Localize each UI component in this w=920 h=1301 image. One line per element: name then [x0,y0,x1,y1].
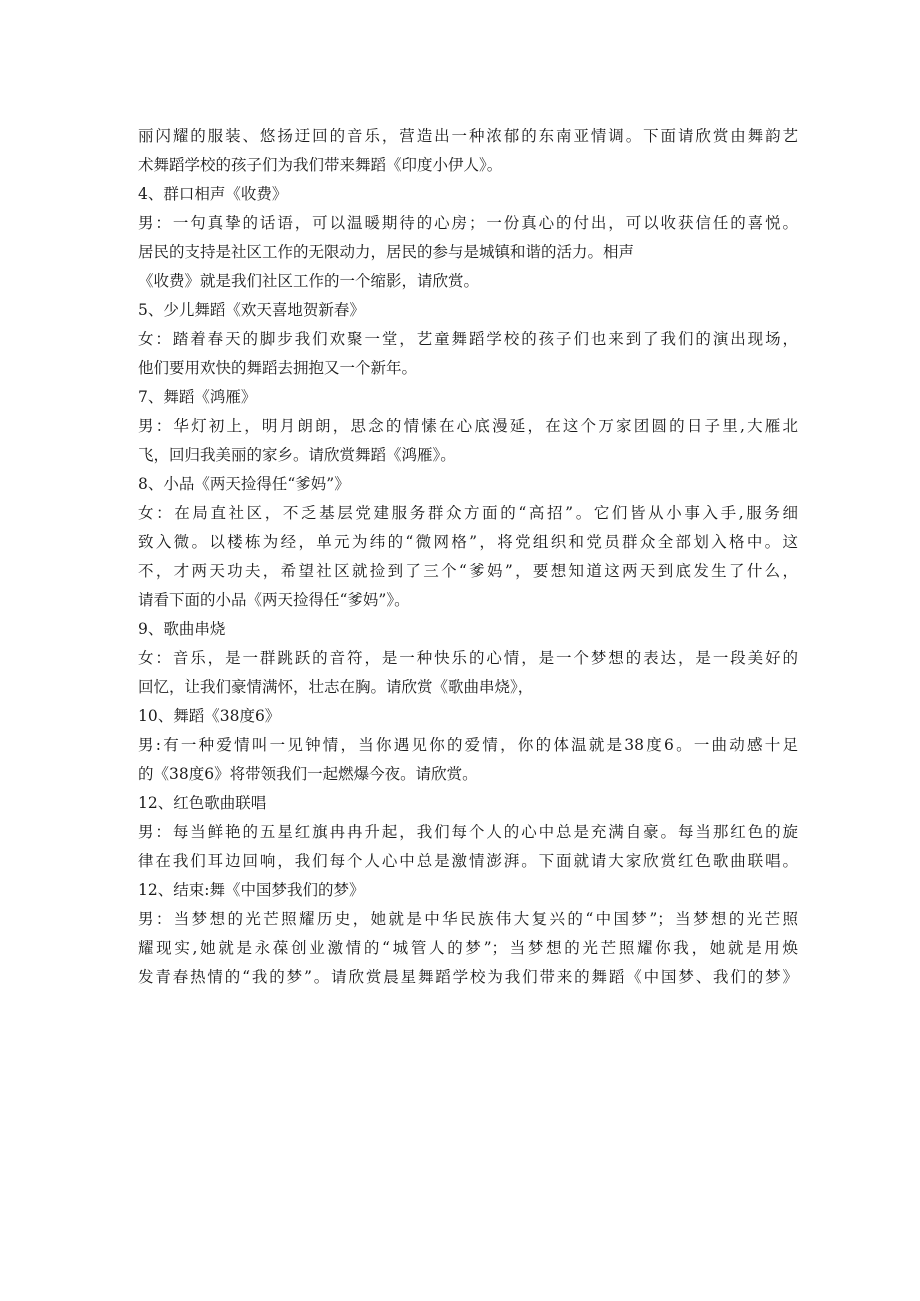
text-line: 发青春热情的“我的梦”。请欣赏晨星舞蹈学校为我们带来的舞蹈《中国梦、我们的梦》 [138,968,798,986]
text-line: 男：每当鲜艳的五星红旗冉冉升起，我们每个人的心中总是充满自豪。每当那红色的旋 [138,823,798,841]
text-line: 《收费》就是我们社区工作的一个缩影，请欣赏。 [138,272,480,290]
text-line: 请看下面的小品《两天捡得任“爹妈”》。 [138,591,410,609]
text-line: 飞，回归我美丽的家乡。请欣赏舞蹈《鸿雁》。 [138,446,456,464]
text-line: 律在我们耳边回响，我们每个人心中总是激情澎湃。下面就请大家欣赏红色歌曲联唱。 [138,852,798,870]
text-line: 他们要用欢快的舞蹈去拥抱又一个新年。 [138,359,418,377]
text-line: 10、舞蹈《38度6》 [138,707,281,725]
text-line: 女：踏着春天的脚步我们欢聚一堂，艺童舞蹈学校的孩子们也来到了我们的演出现场， [138,330,798,348]
text-line: 5、少儿舞蹈《欢天喜地贺新春》 [138,301,365,319]
text-line: 4、群口相声《收费》 [138,185,288,203]
text-line: 9、歌曲串烧 [138,620,226,638]
text-line: 丽闪耀的服装、悠扬迂回的音乐，营造出一种浓郁的东南亚情调。下面请欣赏由舞韵艺 [138,127,798,145]
text-line: 致入微。以楼栋为经，单元为纬的“微网格”，将党组织和党员群众全部划入格中。这 [138,533,798,551]
text-line: 的《38度6》将带领我们一起燃爆今夜。请欣赏。 [138,765,478,783]
text-line: 男：当梦想的光芒照耀历史，她就是中华民族伟大复兴的“中国梦”；当梦想的光芒照 [138,910,798,928]
text-line: 回忆，让我们豪情满怀，壮志在胸。请欣赏《歌曲串烧》， [138,678,534,696]
text-line: 耀现实,她就是永葆创业激情的“城管人的梦”；当梦想的光芒照耀你我，她就是用焕 [138,939,798,957]
text-line: 女：音乐，是一群跳跃的音符，是一种快乐的心情，是一个梦想的表达，是一段美好的 [138,649,798,667]
text-line: 女：在局直社区，不乏基层党建服务群众方面的“高招”。它们皆从小事入手,服务细 [138,504,798,522]
document-page [138,122,798,992]
text-line: 男：一句真挚的话语，可以温暖期待的心房；一份真心的付出，可以收获信任的喜悦。 [138,214,798,232]
text-line: 男：华灯初上，明月朗朗，思念的情愫在心底漫延，在这个万家团圆的日子里,大雁北 [138,417,798,435]
text-line: 7、舞蹈《鸿雁》 [138,388,257,406]
text-line: 术舞蹈学校的孩子们为我们带来舞蹈《印度小伊人》。 [138,156,503,174]
text-line: 12、红色歌曲联唱 [138,794,267,812]
document-body [138,122,798,992]
text-line: 8、小品《两天捡得任“爹妈”》 [138,475,350,493]
text-line: 12、结束:舞《中国梦我们的梦》 [138,881,365,899]
text-line: 居民的支持是社区工作的无限动力，居民的参与是城镇和谐的活力。相声 [138,243,635,261]
text-line: 不，才两天功夫，希望社区就捡到了三个“爹妈”，要想知道这两天到底发生了什么， [138,562,798,580]
text-line: 男:有一种爱情叫一见钟情，当你遇见你的爱情，你的体温就是38度6。一曲动感十足 [138,736,798,754]
